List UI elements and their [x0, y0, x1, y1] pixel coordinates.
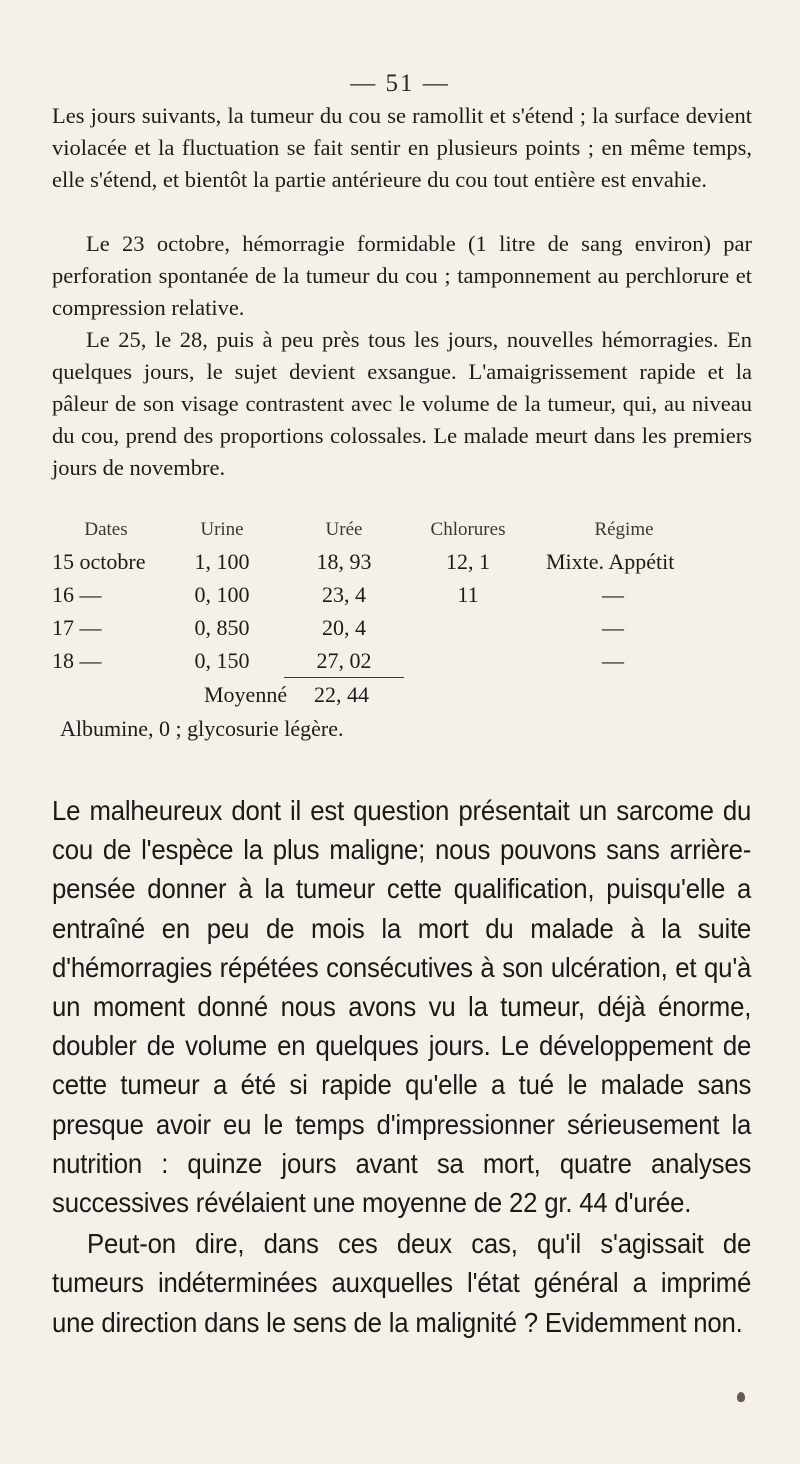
paragraph-5	[52, 1224, 800, 1342]
paragraph-1	[52, 100, 752, 196]
cell-regime: —	[602, 647, 624, 673]
paragraph-1-text: Les jours suivants, la tumeur du cou se ramollit et s'étend ; la surface devient violacée et la fluctuation se fait sentir en plusieurs points ; en même temps, elle s'étend, et bientôt la partie antérieure du cou tout entière est envahie.	[52, 103, 752, 192]
cell-uree: 20, 4	[322, 614, 366, 640]
average-value: 22, 44	[314, 682, 369, 707]
page-number: — 51 —	[350, 70, 450, 97]
cell-date: 15 octobre	[52, 548, 146, 574]
header-uree: Urée	[325, 519, 363, 540]
cell-urine: 0, 150	[194, 647, 250, 673]
table-row	[52, 611, 702, 644]
paragraph-3-text: Le 25, le 28, puis à peu près tous les jours, nouvelles hémorragies. En quelques jours, le sujet devient exsangue. L'amaigrissement rapide et la pâleur de son visage contrastent avec le volume de la tumeur, qui, au niveau du cou, prend des proportions colossales. Le malade meurt dans les premiers jours de novembre.	[52, 327, 752, 480]
cell-uree: 18, 93	[316, 548, 372, 574]
cell-uree: 27, 02	[284, 644, 404, 678]
header-chlorures: Chlorures	[430, 519, 506, 540]
cell-chlorures: 11	[457, 581, 479, 607]
table-row	[52, 578, 702, 611]
table-row	[52, 644, 702, 678]
cell-urine: 1, 100	[194, 548, 250, 574]
paragraph-2	[52, 228, 752, 324]
header-dates: Dates	[84, 519, 128, 540]
cell-urine: 0, 100	[194, 581, 250, 607]
cell-chlorures	[404, 611, 532, 644]
header-regime: Régime	[594, 519, 654, 540]
paragraph-5-text: Peut-on dire, dans ces deux cas, qu'il s'agissait de tumeurs indéterminées auxquelles l'état général a imprimé une direction dans le sens de la malignité ? Evidemment non.	[52, 1228, 752, 1338]
paragraph-4	[52, 791, 800, 1222]
cell-regime: —	[602, 614, 624, 640]
cell-date: 18 —	[52, 647, 102, 673]
paragraph-4-text: Le malheureux dont il est question présentait un sarcome du cou de l'espèce la plus maligne; nous pouvons sans arrière-pensée donner à la tumeur cette qualification, puisqu'elle a entraîné en peu de mois la mort du malade à la suite d'hémorragies répétées consécutives à son ulcération, et qu'à un moment donné nous avons vu la tumeur, déjà énorme, doubler de volume en quelques jours. Le développement de cette tumeur a été si rapide qu'elle a tué le malade sans presque avoir eu le temps d'impressionner sérieusement la nutrition : quinze jours avant sa mort, quatre analyses successives révélaient une moyenne de 22 gr. 44 d'urée.	[52, 795, 752, 1219]
cell-date: 16 —	[52, 581, 102, 607]
ink-stain	[737, 1392, 745, 1402]
cell-uree: 23, 4	[322, 581, 366, 607]
cell-chlorures: 12, 1	[446, 548, 490, 574]
table-note: Albumine, 0 ; glycosurie légère.	[60, 716, 344, 741]
average-label: Moyenné	[204, 682, 288, 707]
cell-regime: Mixte. Appétit	[546, 548, 675, 574]
cell-date: 17 —	[52, 614, 102, 640]
paragraph-2-text: Le 23 octobre, hémorragie formidable (1 litre de sang environ) par perforation spontanée de la tumeur du cou ; tamponnement au perchlorure et compression relative.	[52, 231, 752, 320]
table-header-row	[52, 517, 702, 545]
paragraph-3	[52, 324, 752, 484]
cell-chlorures	[404, 644, 532, 678]
cell-urine: 0, 850	[194, 614, 250, 640]
observation-table	[52, 517, 702, 678]
cell-regime: —	[602, 581, 624, 607]
table-row	[52, 545, 702, 578]
header-urine: Urine	[200, 519, 244, 540]
